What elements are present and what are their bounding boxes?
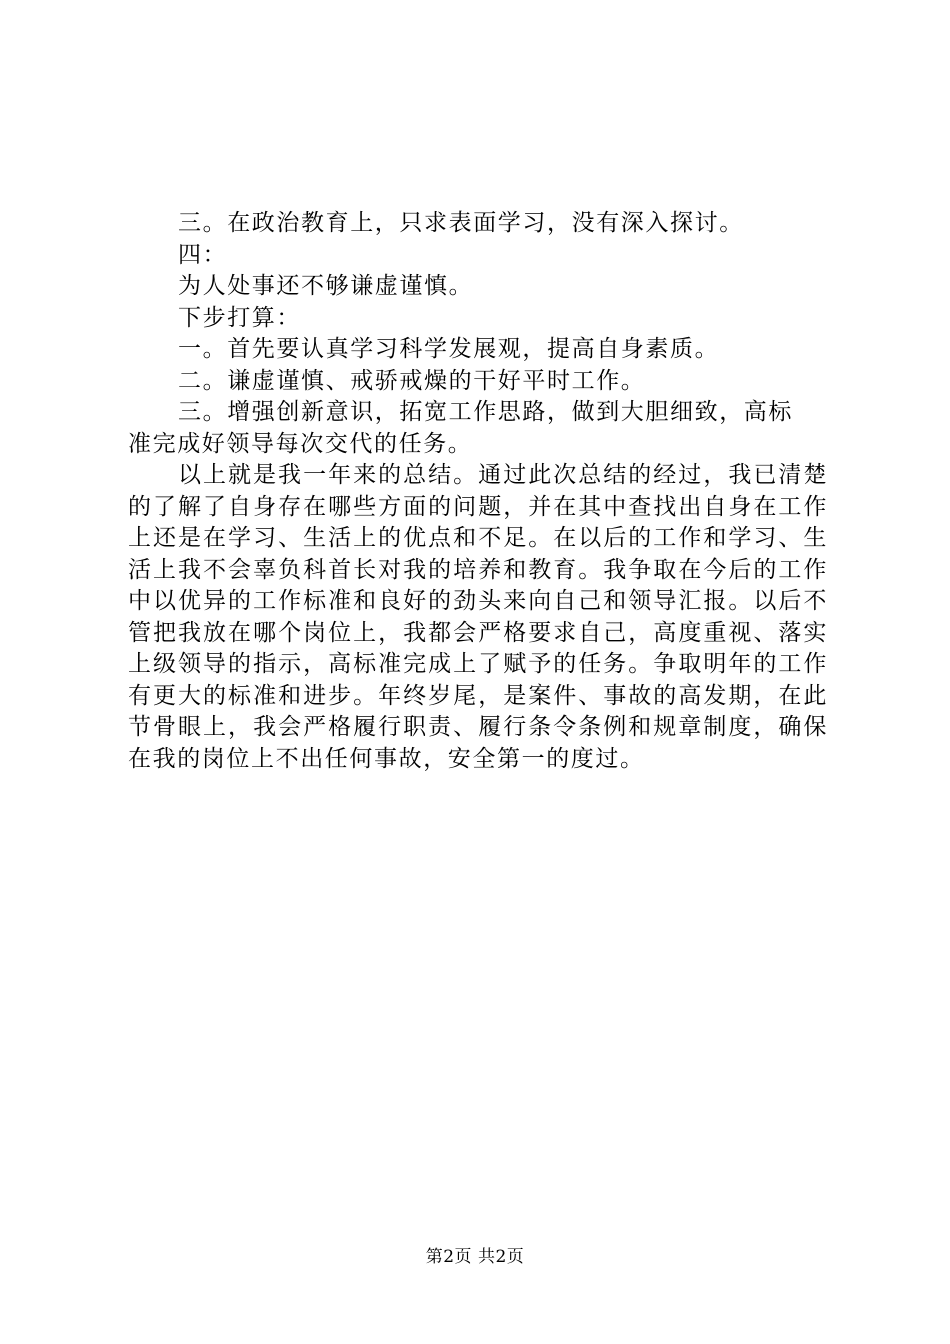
text-line-next-plan-heading: 下步打算：	[178, 304, 301, 331]
text-line-plan-one: 一。首先要认真学习科学发展观，提高自身素质。	[178, 336, 720, 362]
text-line-plan-three: 三。增强创新意识，拓宽工作思路，做到大胆细致，高标	[178, 399, 793, 425]
page-footer: 第2页 共2页	[425, 1247, 525, 1267]
text-line-plan-three-continuation: 准完成好领导每次交代的任务。	[128, 430, 473, 457]
text-line-plan-two: 二。谦虚谨慎、戒骄戒燥的干好平时工作。	[178, 367, 646, 394]
text-line-political-education: 三。在政治教育上，只求表面学习，没有深入探讨。	[178, 210, 744, 236]
text-line-four-heading: 四：	[178, 241, 228, 268]
summary-paragraph: 以上就是我一年来的总结。通过此次总结的经过，我已清楚的了解了自身存在哪些方面的问题，并在其中查找出自身在工作上还是在学习、生活上的优点和不足。在以后的工作和学习、生活上我不会辜负科首长对我的培养和教育。我争取在今后的工作中以优异的工作标准和良好的劲头来向自己和领导汇报。以后不管把我放在哪个岗位上，我都会严格要求自己，高度重视、落实上级领导的指示，高标准完成上了赋予的任务。争取明年的工作有更大的标准和进步。年终岁尾，是案件、事故的高发期，在此节骨眼上，我会严格履行职责、履行条令条例和规章制度，确保在我的岗位上不出任何事故，安全第一的度过。	[128, 462, 828, 772]
text-line-modesty: 为人处事还不够谦虚谨慎。	[178, 273, 474, 299]
document-body	[128, 208, 828, 775]
